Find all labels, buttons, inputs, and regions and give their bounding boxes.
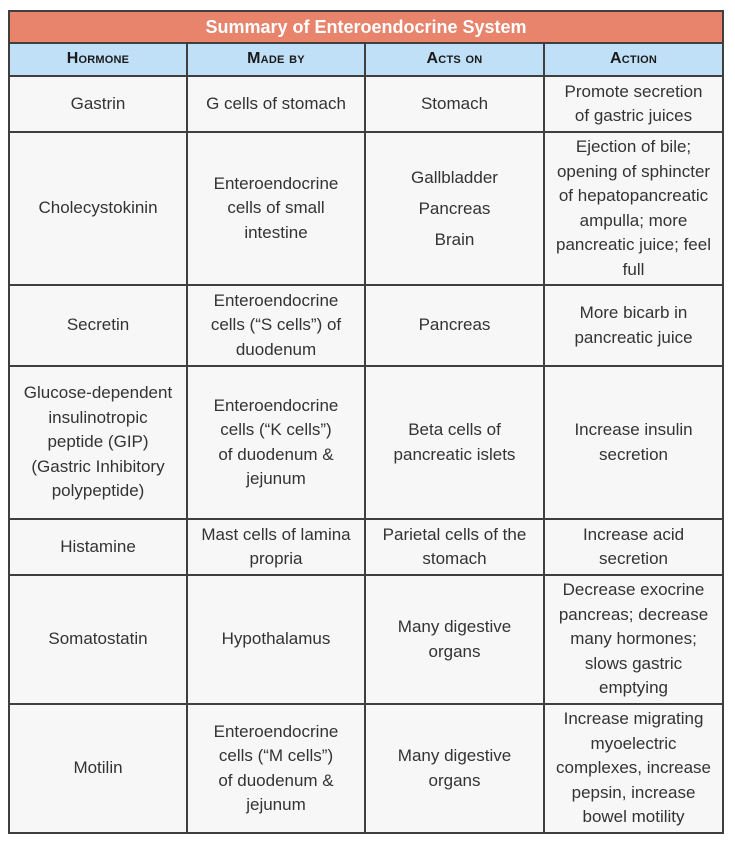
column-header-acts-on: Acts on bbox=[365, 43, 544, 76]
column-header-action: Action bbox=[544, 43, 723, 76]
table-row bbox=[9, 76, 723, 132]
enteroendocrine-summary-table bbox=[8, 10, 724, 834]
cell-action: Increase migrating myoelectric complexes, increase pepsin, increase bowel motility bbox=[544, 704, 723, 833]
cell-made-by: Mast cells of lamina propria bbox=[187, 519, 365, 575]
cell-made-by: G cells of stomach bbox=[187, 76, 365, 132]
cell-hormone: Histamine bbox=[9, 519, 187, 575]
column-header-hormone: Hormone bbox=[9, 43, 187, 76]
cell-action: Increase insulin secretion bbox=[544, 366, 723, 519]
cell-hormone: Motilin bbox=[9, 704, 187, 833]
cell-action: Ejection of bile; opening of sphincter of hepatopancreatic ampulla; more pancreatic juice; feel full bbox=[544, 132, 723, 285]
cell-made-by: Enteroendocrine cells (“K cells”) of duodenum & jejunum bbox=[187, 366, 365, 519]
cell-acts-on: Stomach bbox=[365, 76, 544, 132]
cell-acts-on: Many digestive organs bbox=[365, 575, 544, 704]
table-title: Summary of Enteroendocrine System bbox=[9, 11, 723, 43]
cell-hormone: Cholecystokinin bbox=[9, 132, 187, 285]
cell-action: Promote secretion of gastric juices bbox=[544, 76, 723, 132]
table-header-row bbox=[9, 43, 723, 76]
cell-action: Increase acid secretion bbox=[544, 519, 723, 575]
cell-action: Decrease exocrine pancreas; decrease many hormones; slows gastric emptying bbox=[544, 575, 723, 704]
cell-hormone: Gastrin bbox=[9, 76, 187, 132]
cell-hormone: Glucose-dependent insulinotropic peptide (GIP) (Gastric Inhibitory polypeptide) bbox=[9, 366, 187, 519]
cell-hormone: Secretin bbox=[9, 285, 187, 366]
cell-acts-on: Parietal cells of the stomach bbox=[365, 519, 544, 575]
summary-table-container bbox=[8, 10, 722, 834]
table-row bbox=[9, 285, 723, 366]
cell-made-by: Enteroendocrine cells (“S cells”) of duodenum bbox=[187, 285, 365, 366]
cell-made-by: Enteroendocrine cells (“M cells”) of duodenum & jejunum bbox=[187, 704, 365, 833]
cell-acts-on: Many digestive organs bbox=[365, 704, 544, 833]
cell-made-by: Hypothalamus bbox=[187, 575, 365, 704]
table-row bbox=[9, 704, 723, 833]
table-row bbox=[9, 575, 723, 704]
table-row bbox=[9, 519, 723, 575]
cell-acts-on: Beta cells of pancreatic islets bbox=[365, 366, 544, 519]
table-row bbox=[9, 366, 723, 519]
cell-made-by: Enteroendocrine cells of small intestine bbox=[187, 132, 365, 285]
cell-acts-on: Gallbladder Pancreas Brain bbox=[365, 132, 544, 285]
column-header-made-by: Made by bbox=[187, 43, 365, 76]
table-row bbox=[9, 132, 723, 285]
cell-hormone: Somatostatin bbox=[9, 575, 187, 704]
cell-acts-on: Pancreas bbox=[365, 285, 544, 366]
cell-action: More bicarb in pancreatic juice bbox=[544, 285, 723, 366]
table-caption-row bbox=[9, 11, 723, 43]
